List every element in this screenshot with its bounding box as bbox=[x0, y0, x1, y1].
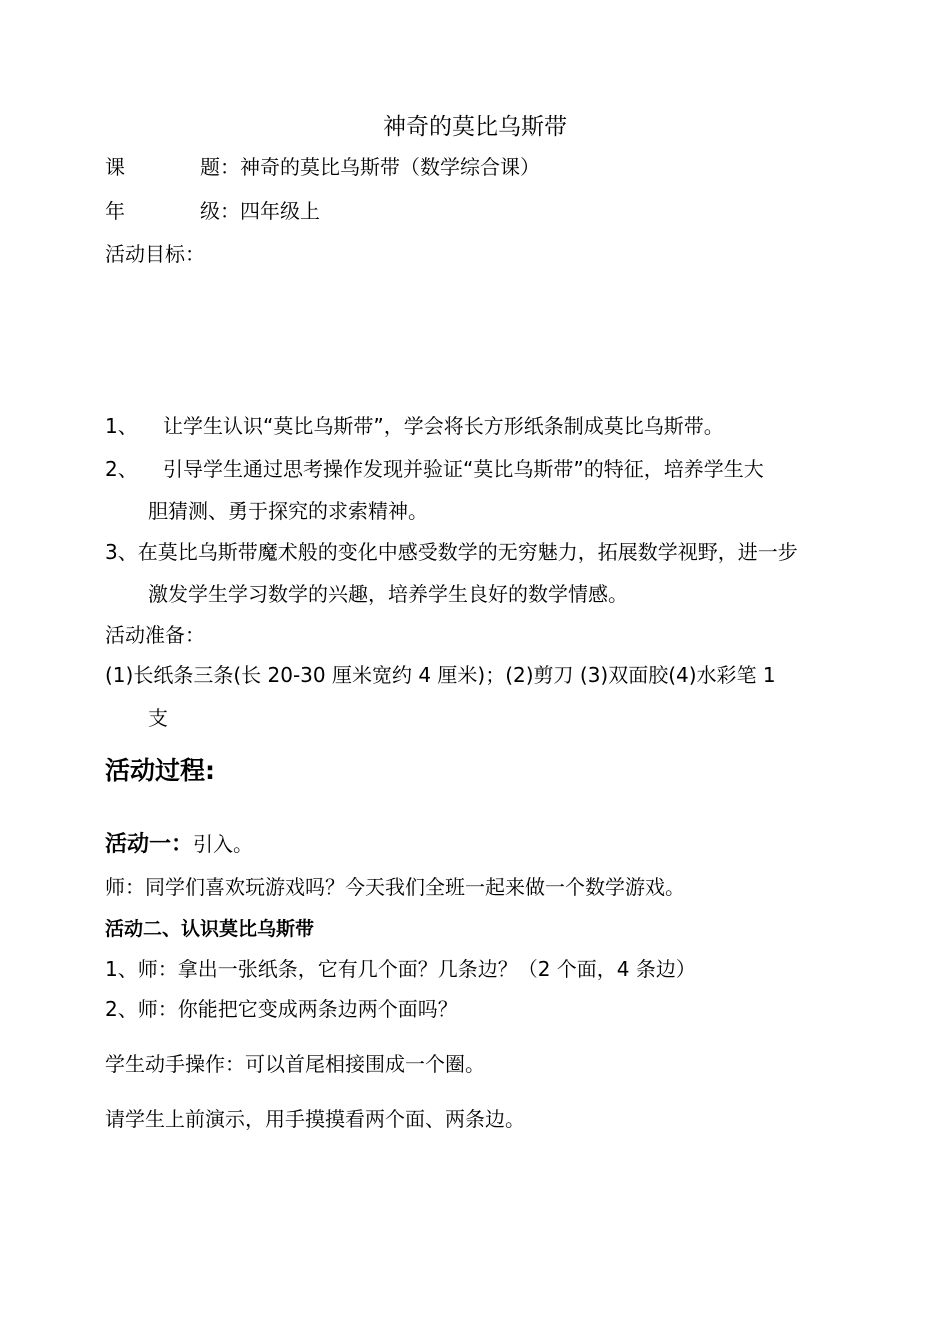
activity-1-text: 引入。 bbox=[193, 832, 254, 856]
activity-1-row bbox=[105, 830, 253, 859]
student-operation-line: 学生动手操作：可以首尾相接围成一个圈。 bbox=[105, 1052, 485, 1076]
goal-item-3-continued: 激发学生学习数学的兴趣，培养学生良好的数学情感。 bbox=[148, 582, 628, 606]
grade-value: 四年级上 bbox=[240, 199, 320, 223]
course-value: 神奇的莫比乌斯带（数学综合课） bbox=[240, 155, 540, 179]
grade-row bbox=[105, 197, 320, 225]
goal-text: 让学生认识“莫比乌斯带”，学会将长方形纸条制成莫比乌斯带。 bbox=[163, 414, 724, 438]
grade-label-tail: 级： bbox=[200, 199, 240, 223]
goal-number: 2、 bbox=[105, 457, 138, 481]
demo-line: 请学生上前演示，用手摸摸看两个面、两条边。 bbox=[105, 1107, 525, 1131]
course-row bbox=[105, 153, 540, 181]
teacher-line: 师：同学们喜欢玩游戏吗？今天我们全班一起来做一个数学游戏。 bbox=[105, 875, 685, 899]
grade-label: 年 bbox=[105, 199, 125, 223]
goal-number: 3、 bbox=[105, 540, 138, 564]
goal-item-1 bbox=[105, 412, 724, 440]
activity-2-heading: 活动二、认识莫比乌斯带 bbox=[105, 918, 315, 940]
prep-list: (1)长纸条三条(长 20-30 厘米宽约 4 厘米)；(2)剪刀 (3)双面胶(4)水彩笔 1 bbox=[105, 663, 776, 687]
goals-heading: 活动目标： bbox=[105, 242, 205, 266]
process-heading: 活动过程: bbox=[105, 756, 215, 785]
goal-text: 在莫比乌斯带魔术般的变化中感受数学的无穷魅力，拓展数学视野，进一步 bbox=[137, 540, 798, 564]
goal-item-3 bbox=[105, 538, 798, 566]
goal-item-2-continued: 胆猜测、勇于探究的求索精神。 bbox=[148, 499, 428, 523]
step-item-2: 2、师：你能把它变成两条边两个面吗？ bbox=[105, 997, 458, 1021]
course-label: 课 bbox=[105, 155, 125, 179]
document-title: 神奇的莫比乌斯带 bbox=[383, 114, 567, 140]
prep-list-continued: 支 bbox=[148, 706, 168, 730]
step-item-1: 1、师：拿出一张纸条，它有几个面？几条边？（2 个面，4 条边） bbox=[105, 957, 696, 981]
goal-item-2 bbox=[105, 455, 764, 483]
course-label-tail: 题： bbox=[200, 155, 240, 179]
prep-heading: 活动准备： bbox=[105, 623, 205, 647]
activity-1-label: 活动一： bbox=[105, 832, 194, 857]
goal-text: 引导学生通过思考操作发现并验证“莫比乌斯带”的特征，培养学生大 bbox=[163, 457, 764, 481]
goal-number: 1、 bbox=[105, 414, 138, 438]
